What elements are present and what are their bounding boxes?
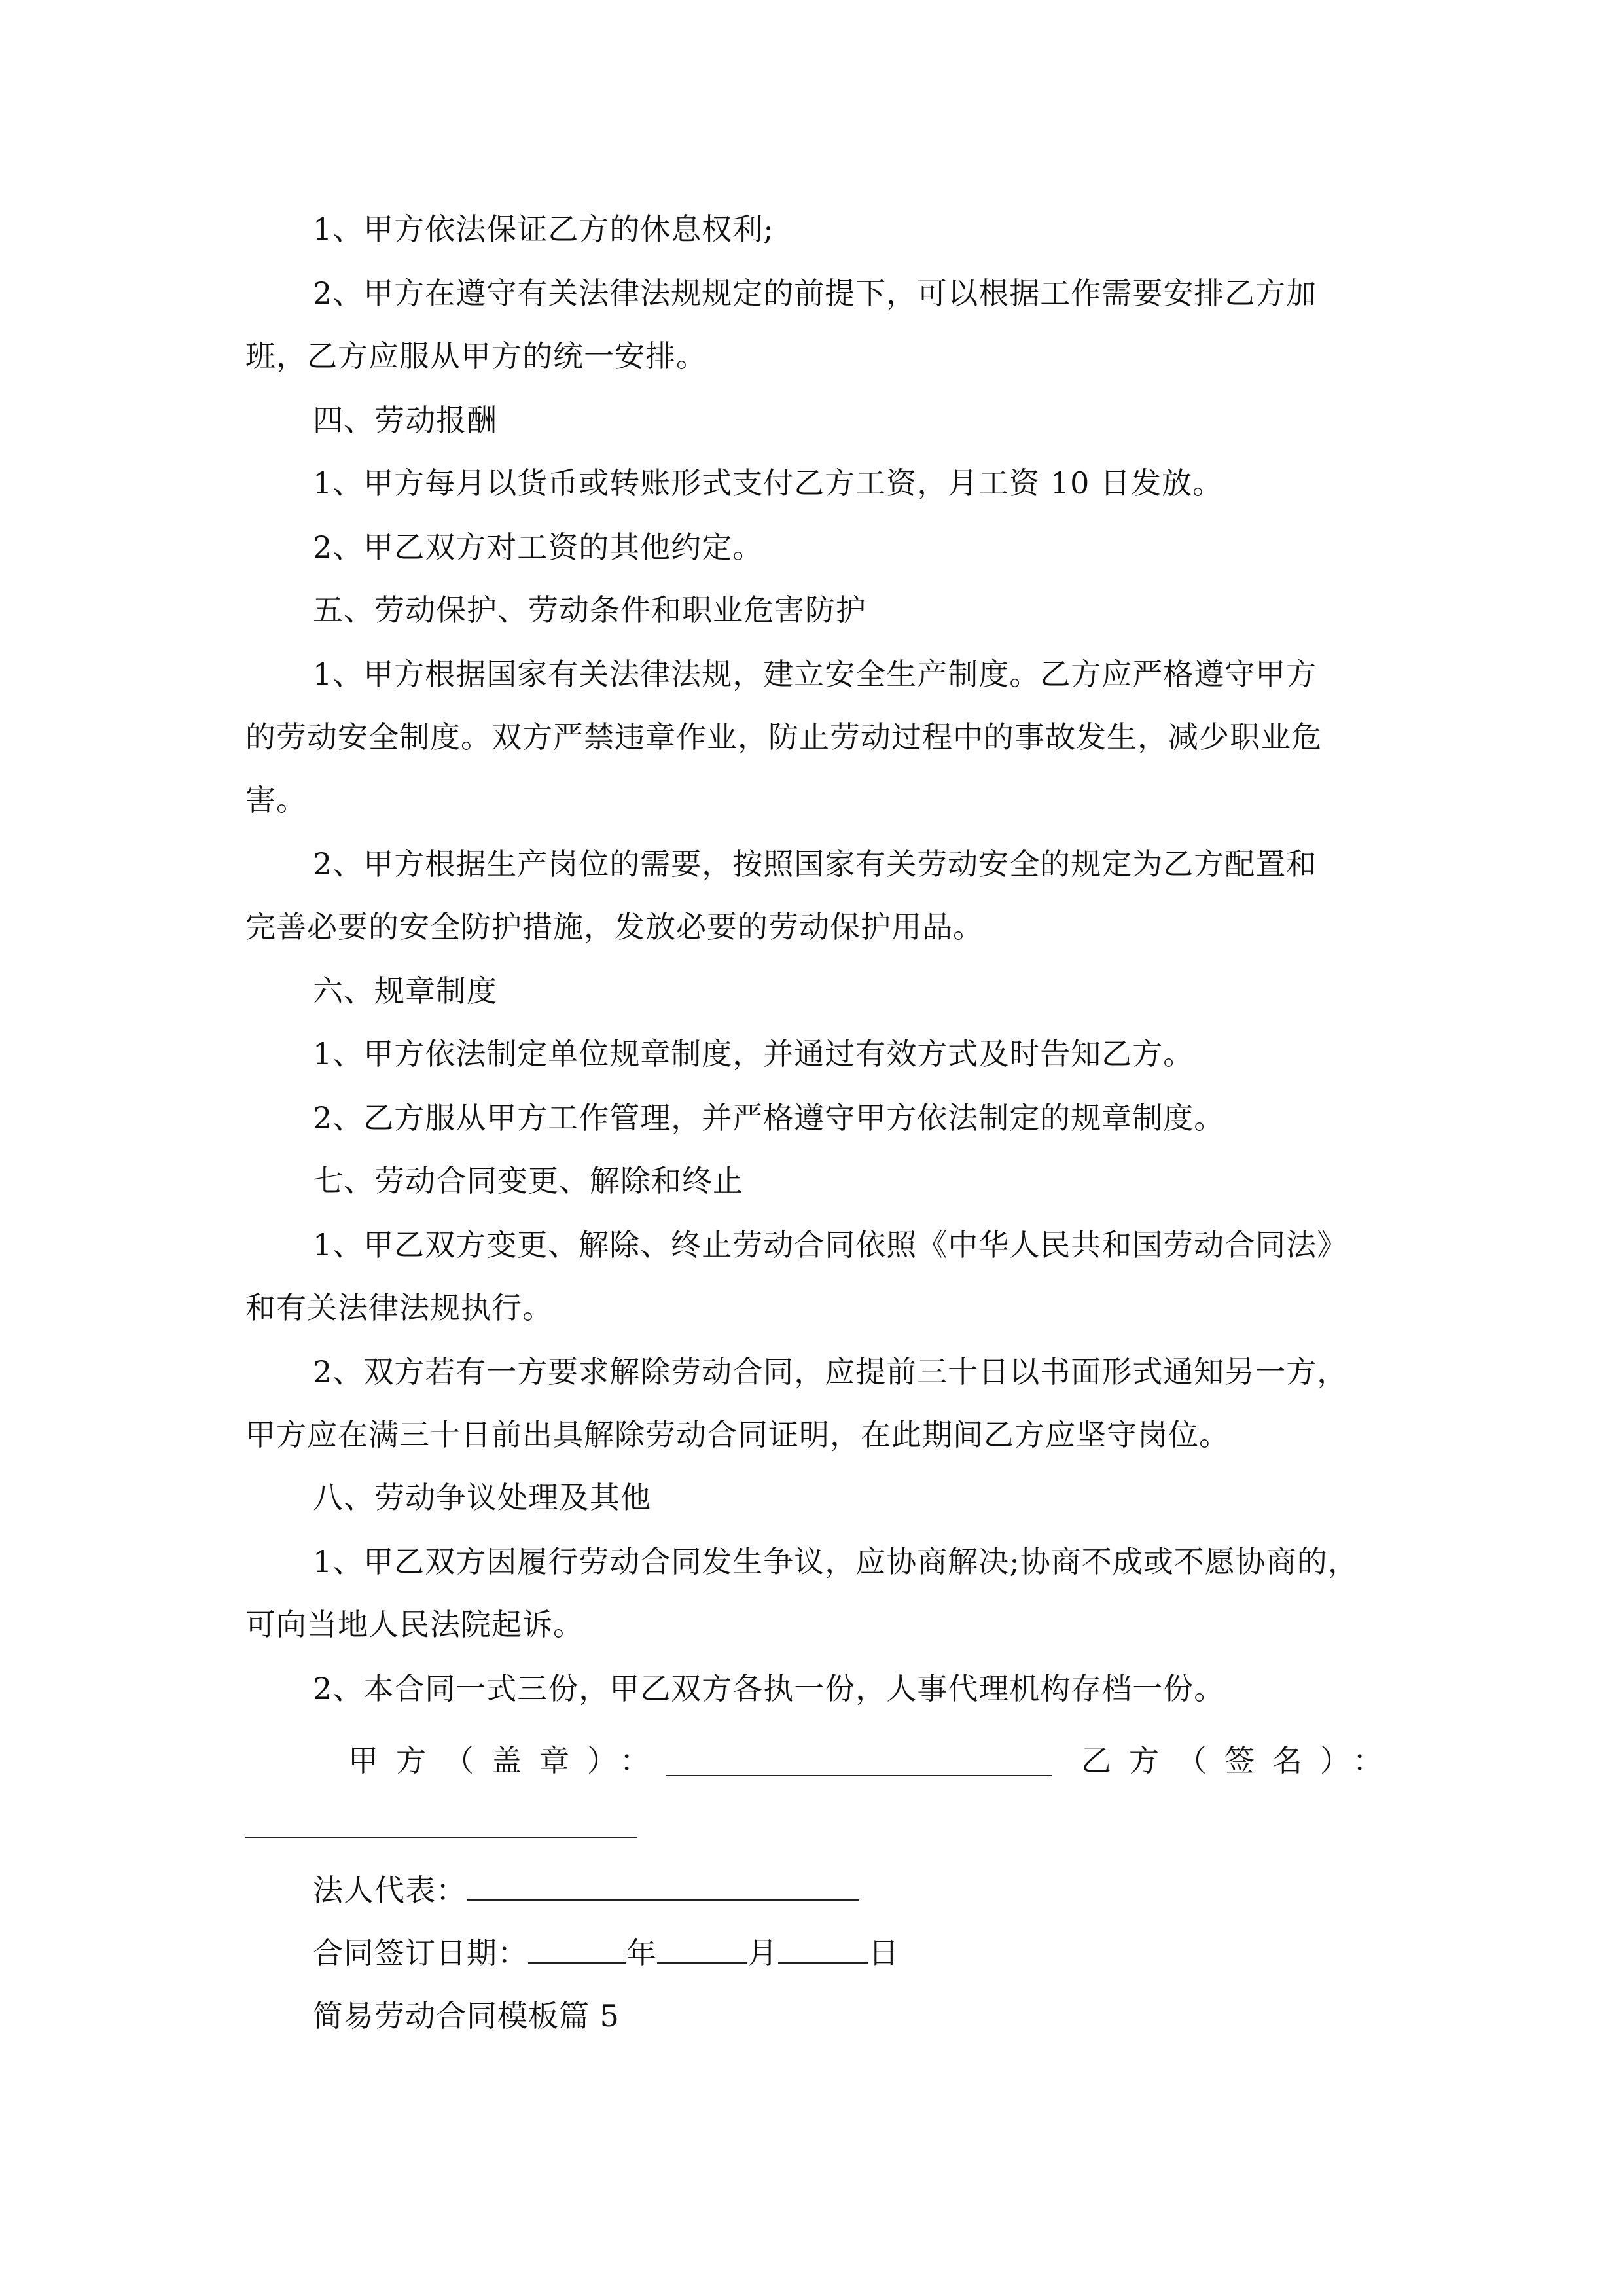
next-section-title: 简易劳动合同模板篇 5 [313, 1998, 620, 2034]
paragraph-line: 1、甲乙双方变更、解除、终止劳动合同依照《中华人民共和国劳动合同法》 [313, 1227, 1348, 1263]
paragraph-line: 1、甲方依法制定单位规章制度，并通过有效方式及时告知乙方。 [313, 1036, 1194, 1071]
party-a-seal-blank[interactable] [666, 1775, 1052, 1776]
paragraph-line: 1、甲方依法保证乙方的休息权利; [313, 211, 774, 247]
paragraph-line: 1、甲方根据国家有关法律法规，建立安全生产制度。乙方应严格遵守甲方 [313, 656, 1317, 692]
paragraph-line: 可向当地人民法院起诉。 [245, 1607, 584, 1642]
sign-year-blank[interactable] [528, 1936, 626, 1964]
legal-representative-line [313, 1871, 859, 1910]
paragraph-line: 1、甲乙双方因履行劳动合同发生争议，应协商解决;协商不成或不愿协商的， [313, 1544, 1359, 1579]
day-label: 日 [868, 1935, 899, 1971]
paragraph-line: 班，乙方应服从甲方的统一安排。 [245, 338, 707, 374]
paragraph-line: 2、甲乙双方对工资的其他约定。 [313, 529, 764, 565]
paragraph-line: 甲方应在满三十日前出具解除劳动合同证明，在此期间乙方应坚守岗位。 [245, 1417, 1230, 1452]
legal-representative-blank[interactable] [467, 1873, 859, 1901]
section-heading: 四、劳动报酬 [313, 403, 497, 438]
sign-date-label: 合同签订日期： [313, 1935, 528, 1971]
paragraph-line: 2、甲方在遵守有关法律法规规定的前提下，可以根据工作需要安排乙方加 [313, 276, 1317, 311]
year-label: 年 [626, 1935, 657, 1971]
section-heading: 五、劳动保护、劳动条件和职业危害防护 [313, 592, 866, 628]
paragraph-line: 的劳动安全制度。双方严禁违章作业，防止劳动过程中的事故发生，减少职业危 [245, 719, 1322, 755]
paragraph-line: 2、本合同一式三份，甲乙双方各执一份，人事代理机构存档一份。 [313, 1671, 1225, 1706]
legal-representative-label: 法人代表： [313, 1873, 467, 1908]
sign-month-blank[interactable] [657, 1936, 747, 1964]
paragraph-line: 完善必要的安全防护措施，发放必要的劳动保护用品。 [245, 909, 984, 944]
paragraph-line: 2、双方若有一方要求解除劳动合同，应提前三十日以书面形式通知另一方， [313, 1354, 1348, 1390]
paragraph-line: 2、甲方根据生产岗位的需要，按照国家有关劳动安全的规定为乙方配置和 [313, 846, 1317, 882]
month-label: 月 [747, 1935, 778, 1971]
sign-day-blank[interactable] [778, 1936, 868, 1964]
paragraph-line: 和有关法律法规执行。 [245, 1290, 553, 1325]
party-b-signature-label: 乙方（签名）： [1081, 1743, 1400, 1778]
signature-row [348, 1741, 1400, 1780]
party-a-seal-label: 甲方（盖章）： [348, 1743, 668, 1778]
paragraph-line: 害。 [245, 782, 307, 817]
paragraph-line: 2、乙方服从甲方工作管理，并严格遵守甲方依法制定的规章制度。 [313, 1100, 1225, 1136]
sign-date-line [313, 1933, 899, 1973]
section-heading: 七、劳动合同变更、解除和终止 [313, 1163, 743, 1198]
party-b-signature-blank[interactable] [245, 1837, 637, 1838]
section-heading: 八、劳动争议处理及其他 [313, 1480, 651, 1515]
section-heading: 六、规章制度 [313, 973, 497, 1009]
paragraph-line: 1、甲方每月以货币或转账形式支付乙方工资，月工资 10 日发放。 [313, 465, 1224, 501]
